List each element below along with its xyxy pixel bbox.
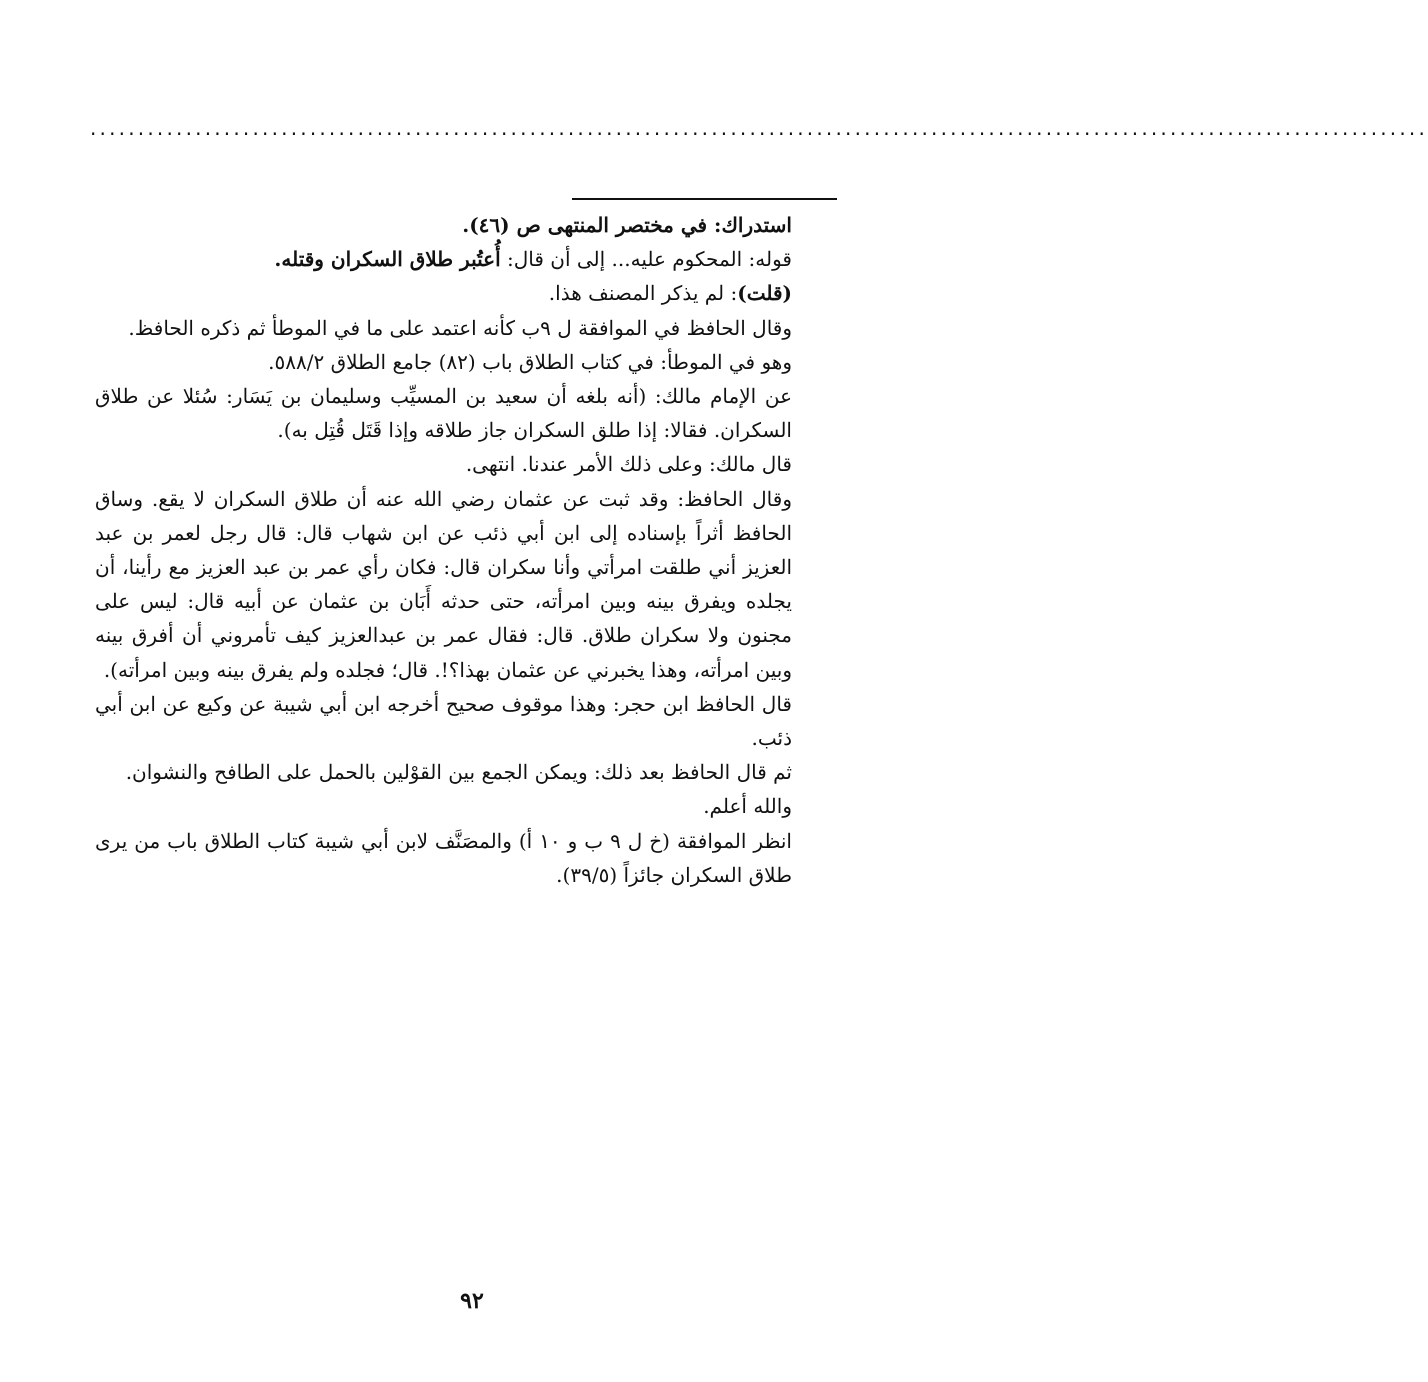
footnote-muwatta-ref: وهو في الموطأ: في كتاب الطلاق باب (٨٢) جامع الطلاق ٥٨٨/٢. [268,349,792,374]
footnote-qawluhu-text: قوله: المحكوم عليه... إلى أن قال: [500,247,792,272]
footnote-istidrak [95,208,792,242]
page-number: ٩٢ [460,1288,484,1314]
footnote-istidrak-text: في مختصر المنتهى ص (٤٦). [462,213,708,237]
footnote-jam-qawlayn: ثم قال الحافظ بعد ذلك: ويمكن الجمع بين القوْلين بالحمل على الطافح والنشوان. [125,760,792,785]
footnote-qawluhu [95,242,792,276]
footnote-imam-malik: عن الإمام مالك: (أنه بلغه أن سعيد بن المسيِّب وسليمان بن يَسَار: سُئلا عن طلاق السكران. فقالا: إذا طلق السكران جاز طلاقه وإذا قَتَل قُتِل به). [95,384,792,443]
footnote-separator-dots: ............................................................................................................................................ [90,116,1428,140]
footnote-qawluhu-quote: أُعتُبر طلاق السكران وقتله. [274,247,501,272]
footnote-malik-said: قال مالك: وعلى ذلك الأمر عندنا. انتهى. [465,452,792,477]
footnote-ibn-hajar: قال الحافظ ابن حجر: وهذا موقوف صحيح أخرجه ابن أبي شيبة عن وكيع عن ابن أبي ذئب. [95,691,792,751]
footnote-hafiz-muwafaqa: وقال الحافظ في الموافقة ل ٩ب كأنه اعتمد على ما في الموطأ ثم ذكره الحافظ. [128,315,792,340]
footnote-unzur: انظر الموافقة (خ ل ٩ ب و ١٠ أ) والمصَنَّف لابن أبي شيبة كتاب الطلاق باب من يرى طلاق السكران جائزاً (٣٩/٥). [95,828,792,887]
footnote-qultu-label: (قلت) [737,281,792,306]
footnote-allahu-alam: والله أعلم. [703,794,792,819]
footnote-istidrak-label: استدراك: [707,213,792,237]
footnotes-block [95,208,792,892]
footnote-rule [572,198,837,200]
footnote-qultu [95,276,792,310]
footnote-hafiz-athar: وقال الحافظ: وقد ثبت عن عثمان رضي الله عنه أن طلاق السكران لا يقع. وساق الحافظ أثراً بإسناده إلى ابن أبي ذئب عن ابن شهاب قال: قال رجل لعمر بن عبد العزيز أني طلقت امرأتي وأنا سكران قال: فكان رأي عمر بن عبد العزيز مع رأينا، أن يجلده ويفرق بينه وبين امرأته، حتى حدثه أَبَان بن عثمان عن أبيه قال: ليس على مجنون ولا سكران طلاق. قال: فقال عمر بن عبدالعزيز كيف تأمروني أن أفرق بينه وبين امرأته، وهذا يخبرني عن عثمان بهذا؟!. قال؛ فجلده ولم يفرق بينه وبين امرأته). [95,486,792,682]
footnote-qultu-text: : لم يذكر المصنف هذا. [548,281,738,306]
